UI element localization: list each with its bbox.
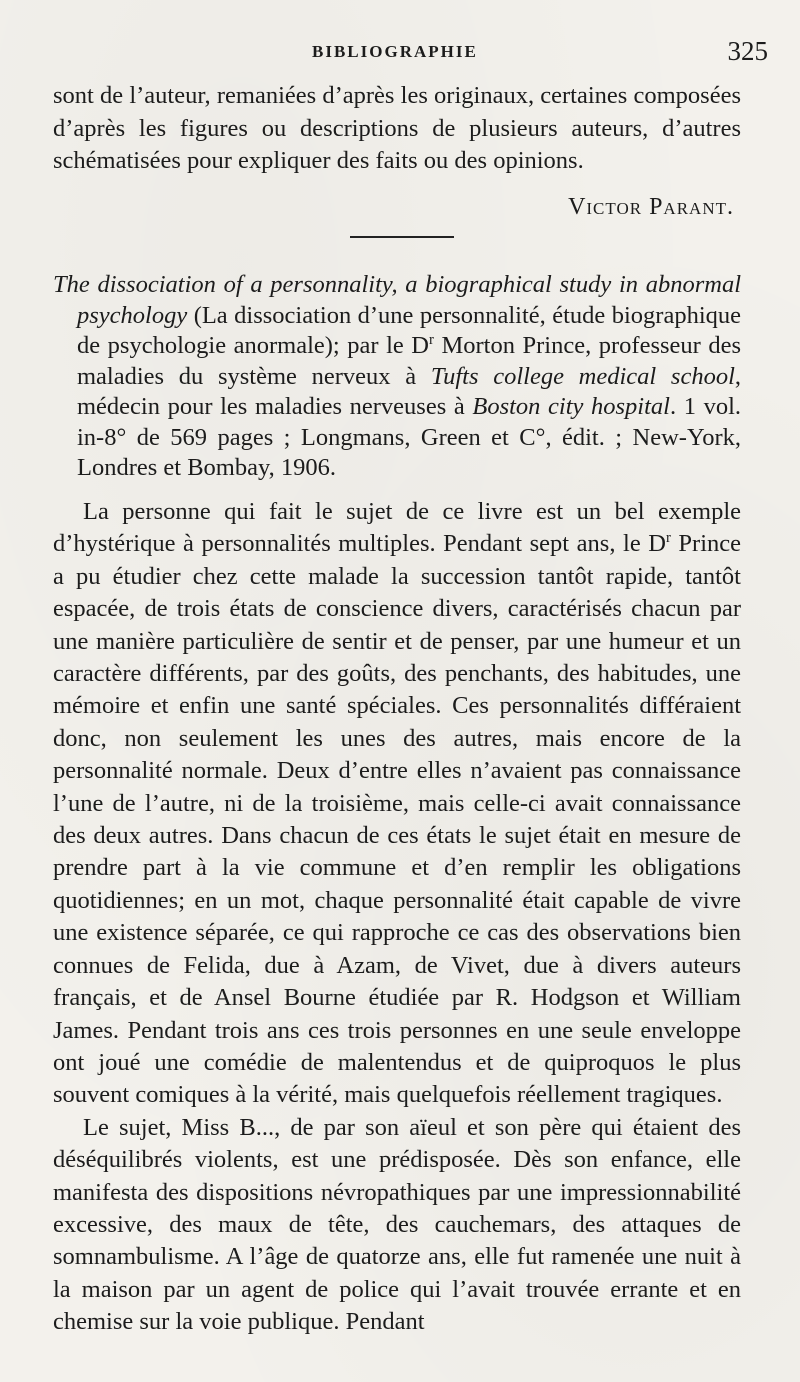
running-title: BIBLIOGRAPHIE: [312, 42, 478, 61]
review-paragraph-2: Le sujet, Miss B..., de par son aïeul et son père qui étaient des déséquilibrés violents, est une prédisposée. Dès son enfance, elle manifesta des dispositions névropathiques par une impressionnabilité excessive, des maux de tête, des cauchemars, des attaques de somnambulisme. A l’âge de quatorze ans, elle fut ramenée une nuit à la maison par un agent de police qui l’avait trouvée errante et en chemise sur la voie publique. Pendant: [53, 1113, 741, 1336]
institution-boston: Boston city hospital: [472, 393, 670, 420]
review-paragraph-1: [53, 496, 741, 1112]
entry-citation: [53, 270, 742, 484]
reviewer-signature: Victor Parant.: [568, 194, 734, 220]
title-translation: (La dissociation d’une personnalité, étude biographique de psychologie anormale); par le D: [77, 301, 742, 359]
book-title: The dissociation of a personnality, a biographical study in abnormal psychology: [53, 271, 741, 329]
review-paragraph-1-start: La personne qui fait le sujet de ce livre est un bel exemple d’hystérique à personnalités multiples. Pendant sept ans, le D: [53, 498, 741, 558]
publication-details: . 1 vol. in-8° de 569 pages ; Longmans, Green et C°, édit. ; New-York, Londres et Bombay, 1906.: [77, 393, 742, 481]
review-body: [53, 496, 741, 1339]
institution-tufts: Tufts college medical school: [430, 362, 735, 390]
closing-paragraph: sont de l’auteur, remaniées d’après les originaux, certaines composées d’après les figures ou descriptions de plusieurs auteurs, d’autres schématisées pour expliquer des faits ou des opinions.: [53, 82, 741, 174]
doctor-abbrev-sup: r: [429, 332, 434, 349]
review-paragraph-1-rest: Prince a pu étudier chez cette malade la succession tantôt rapide, tantôt espacée, de trois états de conscience divers, caractérisés chacun par une manière particulière de sentir et de penser, par une humeur et un caractère différents, par des goûts, des penchants, des habitudes, une mémoire et enfin une santé spéciales. Ces personnalités différaient donc, non seulement les unes des autres, mais encore de la personnalité normale. Deux d’entre elles n’avaient pas connaissance l’une de l’autre, ni de la troisième, mais celle-ci avait connaissance des deux autres. Dans chacun de ces états le sujet était en mesure de prendre part à la vie commune et d’en remplir les obligations quotidiennes; en un mot, chaque personnalité était capable de vivre une existence séparée, ce qui rapproche ce cas des observations bien connues de Felida, due à Azam, de Vivet, due à divers auteurs français, et de Ansel Bourne étudiée par R. Hodgson et William James. Pendant trois ans ces trois personnes en une seule enveloppe ont joué une comédie de malentendus et de quiproquos le plus souvent comiques à la vérité, mais quelquefois réellement tragiques.: [53, 530, 742, 1109]
doctor-abbrev-sup-2: r: [665, 530, 671, 547]
running-head: [0, 36, 800, 70]
page-number: 325: [727, 36, 768, 66]
author-role: , médecin pour les maladies nerveuses à: [77, 362, 741, 420]
previous-review-ending: [53, 80, 741, 178]
bibliographic-entry: [53, 270, 741, 484]
author-info: Morton Prince, professeur des maladies du système nerveux à: [77, 332, 741, 390]
section-divider: [350, 236, 454, 238]
